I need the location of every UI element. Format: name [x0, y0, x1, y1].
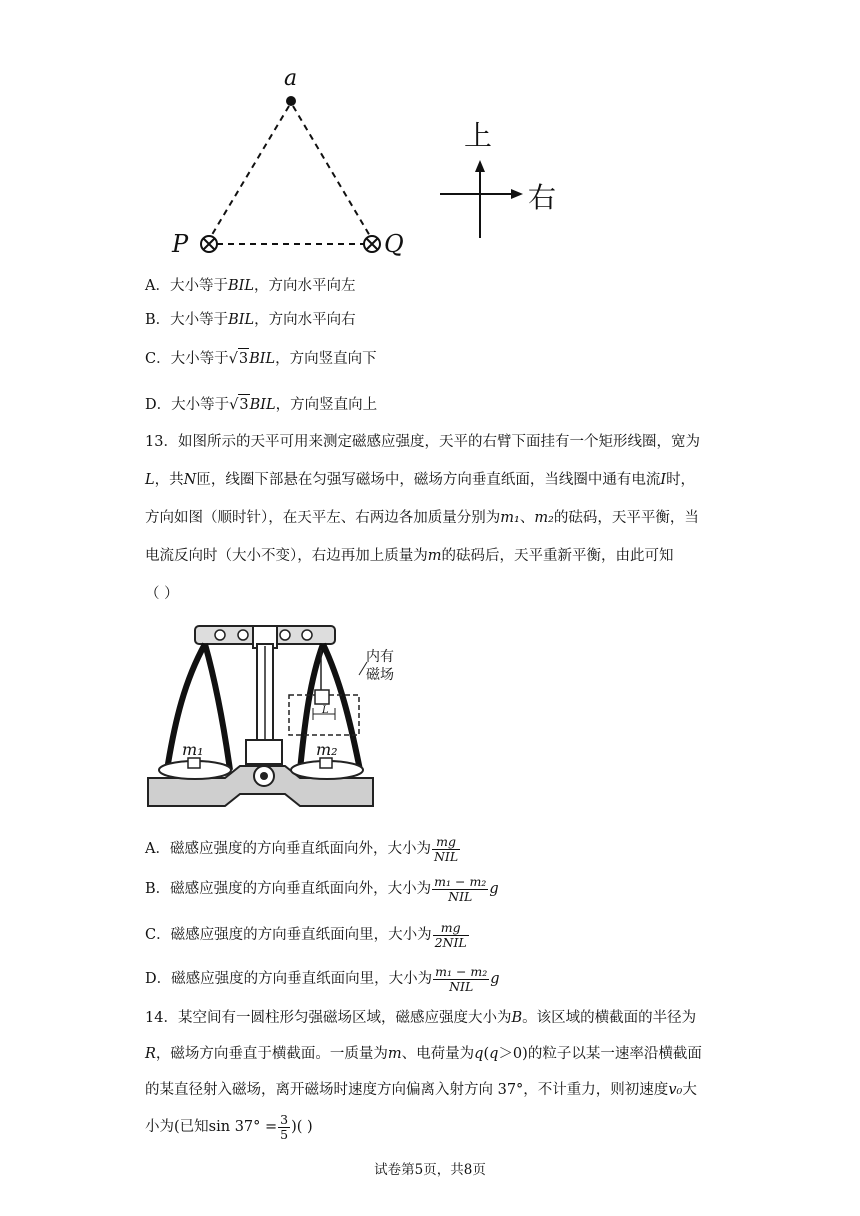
triangle-figure: [190, 70, 570, 270]
q12-option-c: C．大小等于√3BIL，方向竖直向下: [145, 348, 377, 369]
q13-option-b: B．磁感应强度的方向垂直纸面向外，大小为 $\frac{\text{m₁ − m₂}}{\text{NIL}}$ g: [145, 873, 499, 904]
mass-m2-label: m₂: [316, 740, 338, 759]
edge-aP: [210, 106, 289, 238]
q13-option-c: C．磁感应强度的方向垂直纸面向里，大小为 $\frac{mg}{\text{2NIL}}$: [145, 919, 467, 950]
q13-line1: 13．如图所示的天平可用来测定磁感应强度，天平的右臂下面挂有一个矩形线圈，宽为: [145, 434, 700, 450]
page-footer: 试卷第5页，共8页: [374, 1162, 486, 1178]
fraction: $\frac{mg}{\text{NIL}}$: [433, 833, 459, 864]
wire-Q-cross-icon: [364, 236, 380, 252]
q12-option-b: B．大小等于BIL，方向水平向右: [145, 312, 356, 328]
fraction: $\frac{\text{m₁ − m₂}}{\text{NIL}}$: [435, 963, 488, 994]
q14-line3: 的某直径射入磁场，离开磁场时速度方向偏离入射方向 37°，不计重力，则初速度v₀大: [145, 1082, 697, 1098]
field-label: 内有 磁场: [366, 649, 394, 683]
label-a: a: [284, 66, 298, 91]
label-up: 上: [464, 119, 493, 152]
fraction: $\frac{mg}{\text{2NIL}}$: [434, 919, 467, 950]
q13-answer-blank: （ ）: [145, 586, 179, 602]
q14-line4: 小为(已知sin 37° = $\frac{3}{5}$ )( ): [145, 1111, 313, 1142]
q13-option-a: A．磁感应强度的方向垂直纸面向外，大小为 $\frac{mg}{\text{NIL}}$: [145, 833, 459, 864]
label-Q: Q: [384, 230, 404, 258]
q13-line2: L，共N匝，线圈下部悬在匀强写磁场中，磁场方向垂直纸面，当线圈中通有电流I时，: [145, 472, 696, 488]
label-right: 右: [528, 181, 557, 214]
mass-m1-label: m₁: [182, 740, 204, 759]
sqrt-symbol: √: [229, 397, 239, 413]
fraction: $\frac{\text{m₁ − m₂}}{\text{NIL}}$: [434, 873, 487, 904]
sqrt-symbol: √: [228, 351, 238, 367]
q13-line3: 方向如图（顺时针），在天平左、右两边各加质量分别为m₁、m₂的砝码，天平平衡，当: [145, 510, 699, 526]
q12-option-d: D．大小等于√3BIL，方向竖直向上: [145, 394, 377, 415]
coil-width-label: L: [322, 705, 329, 716]
balance-figure: [145, 620, 380, 812]
q14-line2: R，磁场方向垂直于横截面。一质量为m、电荷量为q(q＞0)的粒子以某一速率沿横截面: [145, 1046, 702, 1062]
coil: [315, 690, 329, 704]
wire-P-cross-icon: [201, 236, 217, 252]
label-P: P: [172, 230, 189, 258]
q14-line1: 14．某空间有一圆柱形匀强磁场区域，磁感应强度大小为B。该区域的横截面的半径为: [145, 1010, 697, 1026]
q12-option-a: A．大小等于BIL，方向水平向左: [145, 278, 356, 294]
q13-option-d: D．磁感应强度的方向垂直纸面向里，大小为 $\frac{\text{m₁ − m₂}}{\text{NIL}}$ g: [145, 963, 500, 994]
fraction: $\frac{3}{5}$: [280, 1111, 289, 1142]
q13-line4: 电流反向时（大小不变），右边再加上质量为m的砝码后，天平重新平衡，由此可知: [145, 548, 674, 564]
edge-aQ: [293, 106, 370, 236]
point-a-dot: [286, 96, 296, 106]
